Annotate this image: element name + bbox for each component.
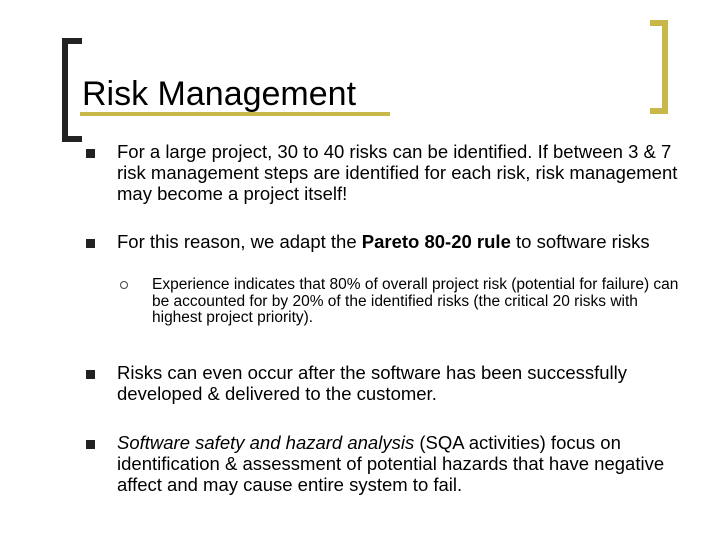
- bullet-marker: [86, 149, 95, 158]
- bullet-2-prefix: For this reason, we adapt the: [117, 231, 362, 252]
- pareto-rule-emphasis: Pareto 80-20 rule: [361, 231, 511, 252]
- bullet-text-1: For a large project, 30 to 40 risks can be identified. If between 3 & 7 risk management steps are identified for each risk, risk management may become a project itself!: [117, 141, 678, 204]
- sub-bullet-marker: [120, 281, 128, 289]
- bullet-4-rest: (SQA activities) focus on identification & assessment of potential hazards that have negative affect and may cause entire system to fail.: [117, 432, 665, 495]
- bullet-text-3: Risks can even occur after the software has been successfully developed & delivered to the customer.: [117, 362, 628, 404]
- bullet-text-4: [117, 432, 697, 495]
- sub-bullet-text: Experience indicates that 80% of overall project risk (potential for failure) can be accounted for by 20% of the identified risks (the critical 20 risks with highest project priority).: [152, 276, 679, 326]
- bullet-marker: [86, 370, 95, 379]
- safety-analysis-emphasis: Software safety and hazard analysis: [117, 432, 415, 453]
- right-bracket-decoration: [650, 20, 668, 114]
- bullet-marker: [86, 239, 95, 248]
- bullet-marker: [86, 440, 95, 449]
- left-bracket-decoration: [62, 38, 82, 142]
- bullet-2-suffix: to software risks: [510, 231, 650, 252]
- bullet-text-2: [117, 231, 697, 252]
- slide-title: Risk Management: [82, 75, 357, 113]
